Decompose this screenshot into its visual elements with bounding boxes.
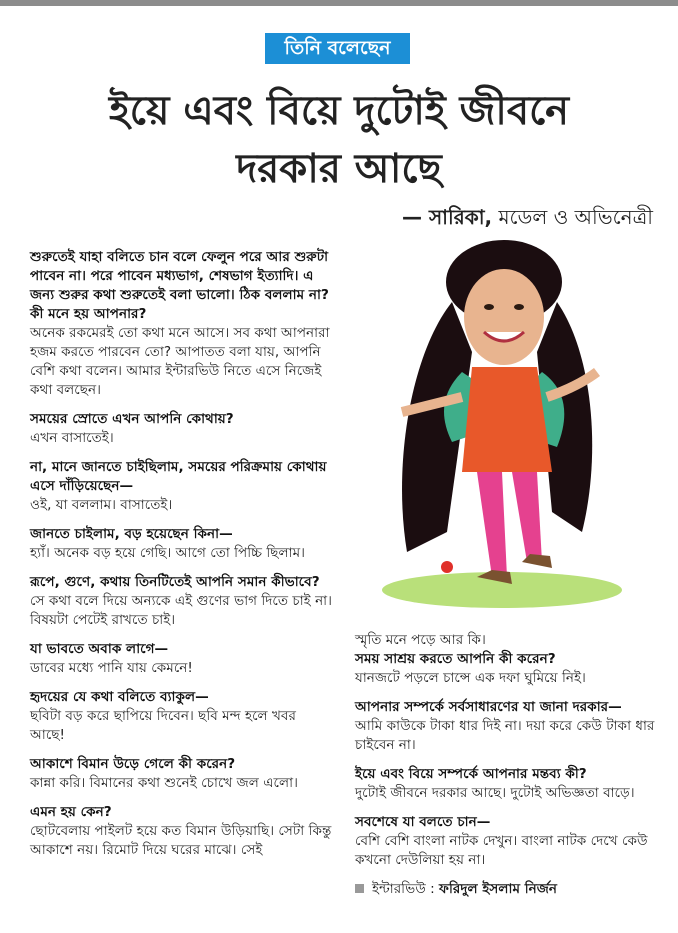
answer: অনেক রকমেরই তো কথা মনে আসে। সব কথা আপনারা হজম করতে পারবেন তো? আপাতত বলা যায়, আপনি বেশি কথা বলেন। আমার ইন্টারভিউ নিতে এসে নিজেই কথা বলছেন।: [30, 325, 330, 398]
byline-dash: —: [402, 205, 429, 229]
question: রূপে, গুণে, কথায় তিনটিতেই আপনি সমান কীভাবে?: [30, 574, 320, 590]
qa-block: [355, 813, 655, 870]
answer-continuation: স্মৃতি মনে পড়ে আর কি।: [355, 632, 486, 648]
question: হৃদয়ের যে কথা বলিতে ব্যাকুল—: [30, 689, 209, 705]
credit-label: ইন্টারভিউ :: [372, 881, 440, 897]
question: ইয়ে এবং বিয়ে সম্পর্কে আপনার মন্তব্য কী?: [355, 766, 587, 782]
qa-block: [30, 803, 335, 860]
question: আপনার সম্পর্কে সর্বসাধারণের যা জানা দরকার—: [355, 699, 622, 715]
answer: ডাবের মধ্যে পানি যায় কেমনে!: [30, 660, 193, 676]
leg-right: [512, 472, 542, 562]
answer: ছোটবেলায় পাইলট হয়ে কত বিমান উড়িয়াছি। সেটা কিন্তু আকাশে নয়। রিমোট দিয়ে ঘরের মাঝে। সেই: [30, 823, 332, 858]
answer: এখন বাসাতেই।: [30, 430, 114, 446]
credit-name: ফরিদুল ইসলাম নির্জন: [439, 881, 558, 897]
qa-block: [355, 650, 655, 688]
eye-right: [514, 304, 524, 310]
byline-role: মডেল ও অভিনেত্রী: [492, 205, 653, 229]
answer: সে কথা বলে দিয়ে অন্যকে এই গুণের ভাগ দিতে চাই না। বিষয়টা পেটেই রাখতে চাই।: [30, 593, 332, 628]
question: না, মানে জানতে চাইছিলাম, সময়ের পরিক্রমায় কোথায় এসে দাঁড়িয়েছেন—: [30, 459, 327, 494]
question: সবশেষে যা বলতে চান—: [355, 814, 491, 830]
answer: যানজটে পড়লে চান্সে এক দফা ঘুমিয়ে নিই।: [355, 670, 586, 686]
qa-block: [30, 640, 335, 678]
kameez-top: [462, 367, 552, 472]
qa-block: [30, 688, 335, 745]
question: শুরুতেই যাহা বলিতে চান বলে ফেলুন পরে আর শুরুটা পাবেন না। পরে পাবেন মধ্যভাগ, শেষভাগ ইত্যাদি। এ জন্য শুরুর কথা শুরুতেই বলা ভালো। ঠিক বললাম না? কী মনে হয় আপনার?: [30, 249, 329, 322]
headline-line-1: ইয়ে এবং বিয়ে দুটোই জীবনে: [108, 88, 570, 134]
interview-credit: [355, 880, 655, 899]
qa-block: [30, 755, 335, 793]
answer: কান্না করি। বিমানের কথা শুনেই চোখে জল এলো।: [30, 775, 298, 791]
question: যা ভাবতে অবাক লাগে—: [30, 641, 169, 657]
question: সময়ের স্রোতে এখন আপনি কোথায়?: [30, 411, 234, 427]
eye-left: [484, 304, 494, 310]
artist-mark: [441, 561, 453, 573]
section-tag: তিনি বলেছেন: [265, 33, 410, 64]
answer: হ্যাঁ। অনেক বড় হয়ে গেছি। আগে তো পিচ্চি ছিলাম।: [30, 545, 306, 561]
qa-block: [30, 525, 335, 563]
question: সময় সাশ্রয় করতে আপনি কী করেন?: [355, 651, 556, 667]
qa-block: [30, 458, 335, 515]
qa-block: [355, 765, 655, 803]
qa-block: [30, 573, 335, 630]
headline-line-2: দরকার আছে: [236, 146, 442, 192]
square-bullet-icon: [355, 884, 364, 893]
caricature-illustration: [352, 232, 652, 612]
face: [464, 269, 544, 365]
question: জানতে চাইলাম, বড় হয়েছেন কিনা—: [30, 526, 233, 542]
byline-name: সারিকা,: [428, 205, 493, 229]
answer: আমি কাউকে টাকা ধার দিই না। দয়া করে কেউ টাকা ধার চাইবেন না।: [355, 718, 655, 753]
left-column: [30, 248, 335, 870]
question: আকাশে বিমান উড়ে গেলে কী করেন?: [30, 756, 236, 772]
top-rule: [0, 0, 678, 6]
answer: দুটোই জীবনে দরকার আছে। দুটোই অভিজ্ঞতা বাড়ে।: [355, 785, 635, 801]
answer: বেশি বেশি বাংলা নাটক দেখুন। বাংলা নাটক দেখে কেউ কখনো দেউলিয়া হয় না।: [355, 833, 648, 868]
answer: ওই, যা বললাম। বাসাতেই।: [30, 497, 173, 513]
question: এমন হয় কেন?: [30, 804, 112, 820]
right-column: [355, 631, 655, 899]
qa-block: [355, 698, 655, 755]
leg-left: [477, 472, 507, 577]
qa-block: [30, 410, 335, 448]
qa-block: [30, 248, 335, 400]
answer: ছবিটা বড় করে ছাপিয়ে দিবেন। ছবি মন্দ হলে খবর আছে!: [30, 708, 296, 743]
